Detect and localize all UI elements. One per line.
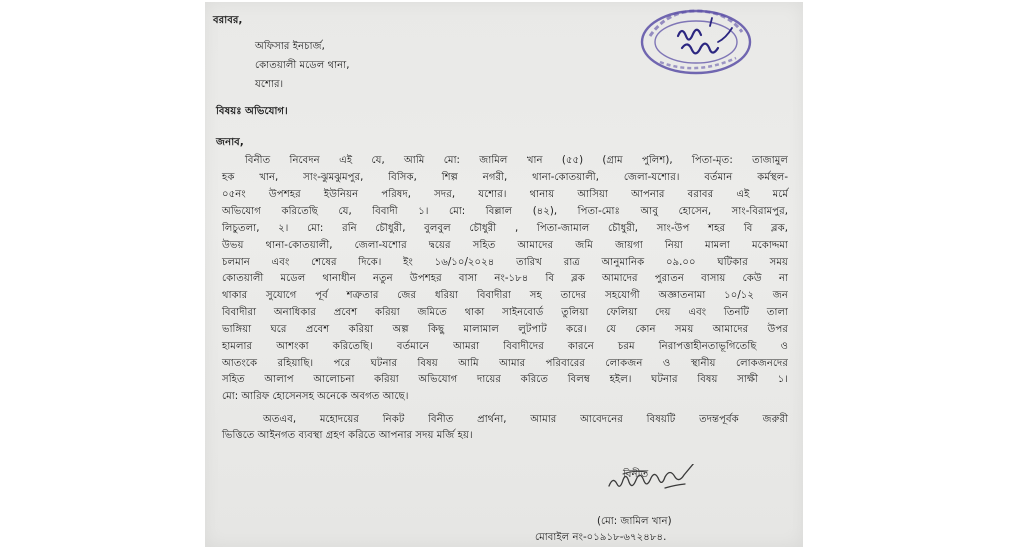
body-line: সহিত আলাপ আলোচনা করিয়া অভিযোগ দায়ের করিতে বিলম্ব হইল। ঘটনার বিষয় সাক্ষী ১। [222,374,788,385]
body-line: ভাঙ্গিয়া ঘরে প্রবেশ করিয়া অল্প কিছু মালামাল লুটপাট করে। যে কোন সময় আমাদের উপর [222,324,788,335]
recipient-line: যশোর। [255,79,284,90]
body-line: কোতয়ালী মডেল থানাধীন নতুন উপশহর বাসা নং-১৮৪ বি ব্লক আমাদের পুরাতন বাসায় কেউ না [222,273,788,284]
body-line: হামলার আশংকা করিতেছি। বর্তমানে আমরা বিবাদীদের কারনে চরম নিরাপত্তাহীনতাভূগিতেছি ও [222,341,788,352]
body-line: চলমান এবং শেষের দিকে। ইং ১৬/১০/২০২৪ তারিখ রাত্র আনুমানিক ০৯.০০ ঘটিকার সময় [222,257,788,268]
body-line: আতংকে রহিয়াছি। পরে ঘটনার বিষয় আমি আমার পরিবারের লোকজন ও স্থানীয় লোকজনদের [222,358,788,369]
letter-document [205,2,803,547]
closing-line: অতএব, মহোদয়ের নিকট বিনীত প্রার্থনা, আমার আবেদনের বিষয়টি তদন্তপূর্বক জরুরী [263,414,788,425]
subject-line: বিষয়ঃ অভিযোগ। [216,106,288,117]
body-line: মো: আরিফ হোসেনসহ অনেকে অবগত আছে। [222,391,409,402]
received-stamp [638,6,758,78]
body-line: অভিযোগ করিতেছি যে, বিবাদী ১। মো: বিল্লাল (৪২), পিতা-মোঃ আবু হোসেন, সাং-বিরামপুর, [222,206,788,217]
body-line: উভয় থানা-কোতয়ালী, জেলা-যশোর দ্বয়ের সহিত আমাদের জমি জায়গা নিয়া মামলা মকোদ্দমা [222,240,788,251]
sender-name: (মো: জামিল খান) [597,516,672,527]
body-line: থাকার সুযোগে পূর্ব শত্রুতার জের ধরিয়া বিবাদীরা সহ তাদের সহযোগী অজ্ঞাতনামা ১০/১২ জন [222,290,788,301]
body-line: হক খান, সাং-ঝুমঝুমপুর, বিসিক, শিল্প নগরী, থানা-কোতয়ালী, জেলা-যশোর। বর্তমান কর্মস্থল- [222,172,788,183]
recipient-line: কোতয়ালী মডেল থানা, [255,60,350,71]
salutation-to: বরাবর, [213,15,243,26]
sign-off: বিনীত [623,469,649,480]
greeting: জনাব, [216,137,244,148]
body-line: বিনীত নিবেদন এই যে, আমি মো: জামিল খান (৫৫) (গ্রাম পুলিশ), পিতা-মৃত: তাজামুল [245,155,788,166]
body-line: লিচুতলা, ২। মো: রনি চৌধুরী, বুলবুল চৌধুরী , পিতা-জামাল চৌধুরী, সাং-উপ শহর বি ব্লক, [222,223,788,234]
sender-mobile: মোবাইল নং-০১৯১৮-৬৭২৪৮৪. [535,532,667,543]
body-line: বিবাদীরা অনাধিকার প্রবেশ করিয়া জমিতে থাকা সাইনবোর্ড তুলিয়া ফেলিয়া দেয় এবং তিনটি তালা [222,307,788,318]
body-line: ০৫নং উপশহর ইউনিয়ন পরিষদ, সদর, যশোর। থানায় আসিয়া আপনার বরাবর এই মর্মে [222,189,788,200]
handwritten-signature [603,464,721,494]
closing-line: ভিত্তিতে আইনগত ব্যবস্থা গ্রহণ করিতে আপনার সদয় মর্জি হয়। [222,430,473,441]
recipient-line: অফিসার ইনচার্জ, [255,41,325,52]
